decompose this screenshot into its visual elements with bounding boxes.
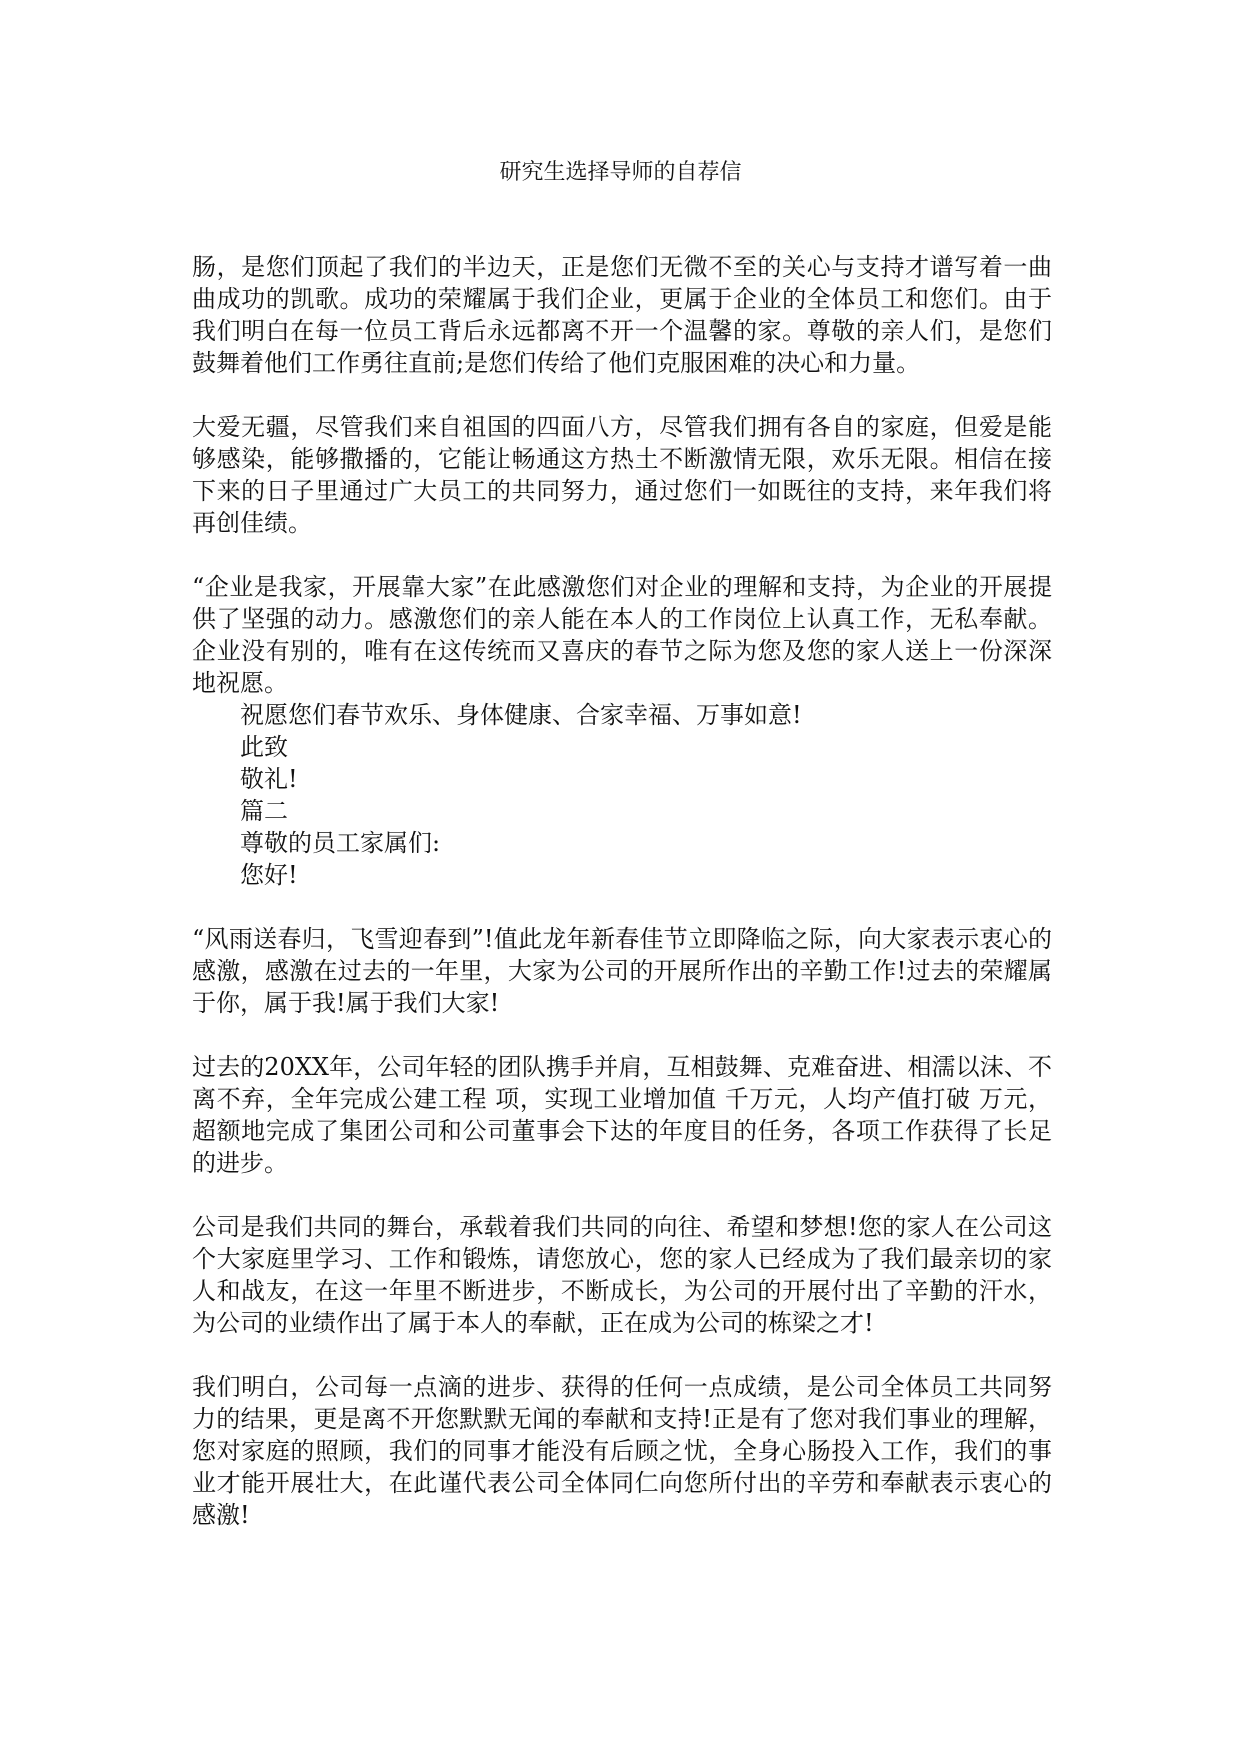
paragraph-gap <box>192 891 1052 923</box>
document-body <box>192 251 1052 1531</box>
paragraph-4: “风雨送春归，飞雪迎春到”!值此龙年新春佳节立即降临之际，向大家表示衷心的感激，感激在过去的一年里，大家为公司的开展所作出的辛勤工作!过去的荣耀属于你，属于我!属于我们大家! <box>192 925 1052 1017</box>
paragraph-1: 肠，是您们顶起了我们的半边天，正是您们无微不至的关心与支持才谱写着一曲曲成功的凯歌。成功的荣耀属于我们企业，更属于企业的全体员工和您们。由于我们明白在每一位员工背后永远都离不开一个温馨的家。尊敬的亲人们，是您们鼓舞着他们工作勇往直前;是您们传给了他们克服困难的决心和力量。 <box>192 253 1052 377</box>
paragraph-gap <box>192 1019 1052 1051</box>
paragraph-gap <box>192 539 1052 571</box>
paragraph-2: 大爱无疆，尽管我们来自祖国的四面八方，尽管我们拥有各自的家庭，但爱是能够感染，能够撒播的，它能让畅通这方热土不断激情无限，欢乐无限。相信在接下来的日子里通过广大员工的共同努力，通过您们一如既往的支持，来年我们将再创佳绩。 <box>192 413 1052 537</box>
paragraph-6: 公司是我们共同的舞台，承载着我们共同的向往、希望和梦想!您的家人在公司这个大家庭里学习、工作和锻炼，请您放心，您的家人已经成为了我们最亲切的家人和战友，在这一年里不断进步，不断成长，为公司的开展付出了辛勤的汗水，为公司的业绩作出了属于本人的奉献，正在成为公司的栋梁之才! <box>192 1213 1052 1337</box>
paragraph-gap <box>192 1339 1052 1371</box>
paragraph-5: 过去的20XX年，公司年轻的团队携手并肩，互相鼓舞、克难奋进、相濡以沫、不离不弃，全年完成公建工程 项，实现工业增加值 千万元，人均产值打破 万元，超额地完成了集团公司和公司董事会下达的年度目的任务，各项工作获得了长足的进步。 <box>192 1053 1052 1177</box>
document-title: 研究生选择导师的自荐信 <box>499 160 742 185</box>
paragraph-gap <box>192 1179 1052 1211</box>
indented-line-closing: 此致 <box>240 733 288 761</box>
indented-line-blessing: 祝愿您们春节欢乐、身体健康、合家幸福、万事如意! <box>240 701 802 729</box>
paragraph-7: 我们明白，公司每一点滴的进步、获得的任何一点成绩，是公司全体员工共同努力的结果，更是离不开您默默无闻的奉献和支持!正是有了您对我们事业的理解，您对家庭的照顾，我们的同事才能没有后顾之忧，全身心肠投入工作，我们的事业才能开展壮大，在此谨代表公司全体同仁向您所付出的辛劳和奉献表示衷心的感激! <box>192 1373 1052 1529</box>
paragraph-gap <box>192 379 1052 411</box>
indented-line-greeting: 您好! <box>240 861 298 889</box>
paragraph-3: “企业是我家，开展靠大家”在此感激您们对企业的理解和支持，为企业的开展提供了坚强的动力。感激您们的亲人能在本人的工作岗位上认真工作，无私奉献。企业没有别的，唯有在这传统而又喜庆的春节之际为您及您的家人送上一份深深地祝愿。 <box>192 573 1052 697</box>
indented-line-section: 篇二 <box>240 797 288 825</box>
indented-line-salutation: 尊敬的员工家属们: <box>240 829 441 857</box>
indented-line-salute: 敬礼! <box>240 765 298 793</box>
